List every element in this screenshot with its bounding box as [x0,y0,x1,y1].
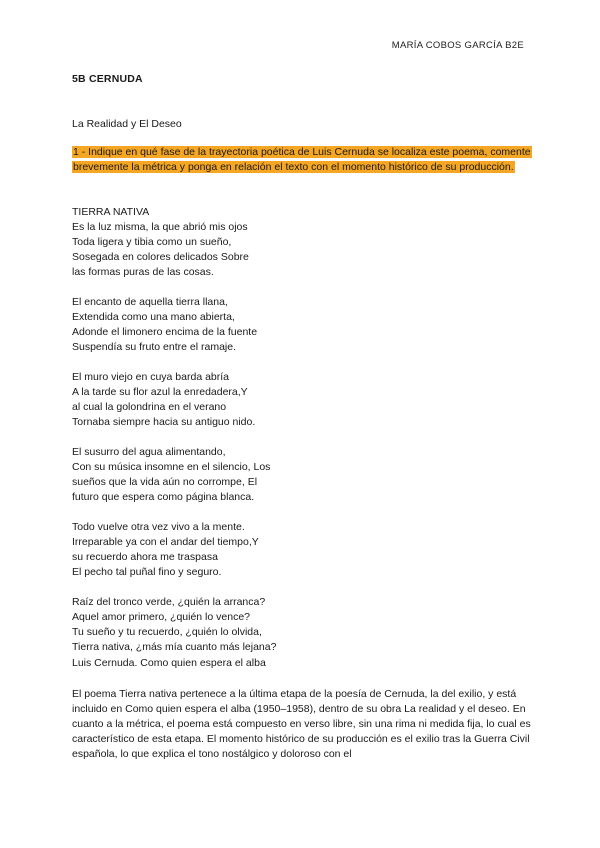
poem-stanza [72,370,542,430]
poem-verse: Sosegada en colores delicados Sobre [72,251,249,263]
poem-verse: Con su música insomne en el silencio, Los [72,461,271,473]
poem-stanza [72,445,542,505]
poem-verse: sueños que la vida aún no corrompe, El [72,476,258,488]
poem-verse: Toda ligera y tibia como un sueño, [72,236,232,248]
poem-verse: Extendida como una mano abierta, [72,311,235,323]
poem-stanza [72,295,542,355]
poem-verse: El susurro del agua alimentando, [72,446,226,458]
poem-verse: Todo vuelve otra vez vivo a la mente. [72,521,245,533]
poem-verse: Irreparable ya con el andar del tiempo,Y [72,536,259,548]
poem-verse: Suspendía su fruto entre el ramaje. [72,341,237,353]
poem [72,205,542,670]
poem-verse: A la tarde su flor azul la enredadera,Y [72,386,248,398]
poem-verse: El muro viejo en cuya barda abría [72,371,230,383]
poem-stanza [72,595,542,655]
highlighted-question: 1 - Indique en qué fase de la trayectoria poética de Luis Cernuda se localiza este poema, comente brevemente la métrica y ponga en relación el texto con el momento histórico de su producción. [73,146,531,173]
section-code: 5B CERNUDA [72,73,143,85]
answer-paragraph: El poema Tierra nativa pertenece a la última etapa de la poesía de Cernuda, la del exilio, y está incluido en Como quien espera el alba (1950–1958), dentro de su obra La realidad y el deseo. En cuanto a la métrica, el poema está compuesto en verso libre, sin una rima ni medida fija, lo cual es característico de esta etapa. El momento histórico de su producción es el exilio tras la Guerra Civil española, lo que explica el tono nostálgico y doloroso con el [72,688,531,760]
poem-source: Luis Cernuda. Como quien espera el alba [72,657,266,669]
poem-verse: Tu sueño y tu recuerdo, ¿quién lo olvida, [72,626,262,638]
poem-stanza [72,220,542,280]
poem-verse: Aquel amor primero, ¿quién lo vence? [72,611,251,623]
poem-stanza [72,520,542,580]
question-paragraph [72,145,532,175]
poem-verse: Tornaba siempre hacia su antiguo nido. [72,416,256,428]
poem-verse: Raíz del tronco verde, ¿quién la arranca? [72,596,266,608]
poem-verse: su recuerdo ahora me traspasa [72,551,218,563]
work-title: La Realidad y El Deseo [72,118,182,130]
poem-verse: Adonde el limonero encima de la fuente [72,326,258,338]
poem-verse: El encanto de aquella tierra llana, [72,296,228,308]
poem-title: TIERRA NATIVA [72,206,150,218]
poem-verse: Es la luz misma, la que abrió mis ojos [72,221,248,233]
answer-text [72,687,532,762]
poem-verse: las formas puras de las cosas. [72,266,214,278]
poem-stanzas [72,220,542,655]
poem-verse: El pecho tal puñal fino y seguro. [72,566,222,578]
poem-verse: Tierra nativa, ¿más mía cuanto más lejana? [72,641,277,653]
author-header: MARÍA COBOS GARCÍA B2E [391,40,524,51]
poem-verse: futuro que espera como página blanca. [72,491,255,503]
poem-verse: al cual la golondrina en el verano [72,401,227,413]
